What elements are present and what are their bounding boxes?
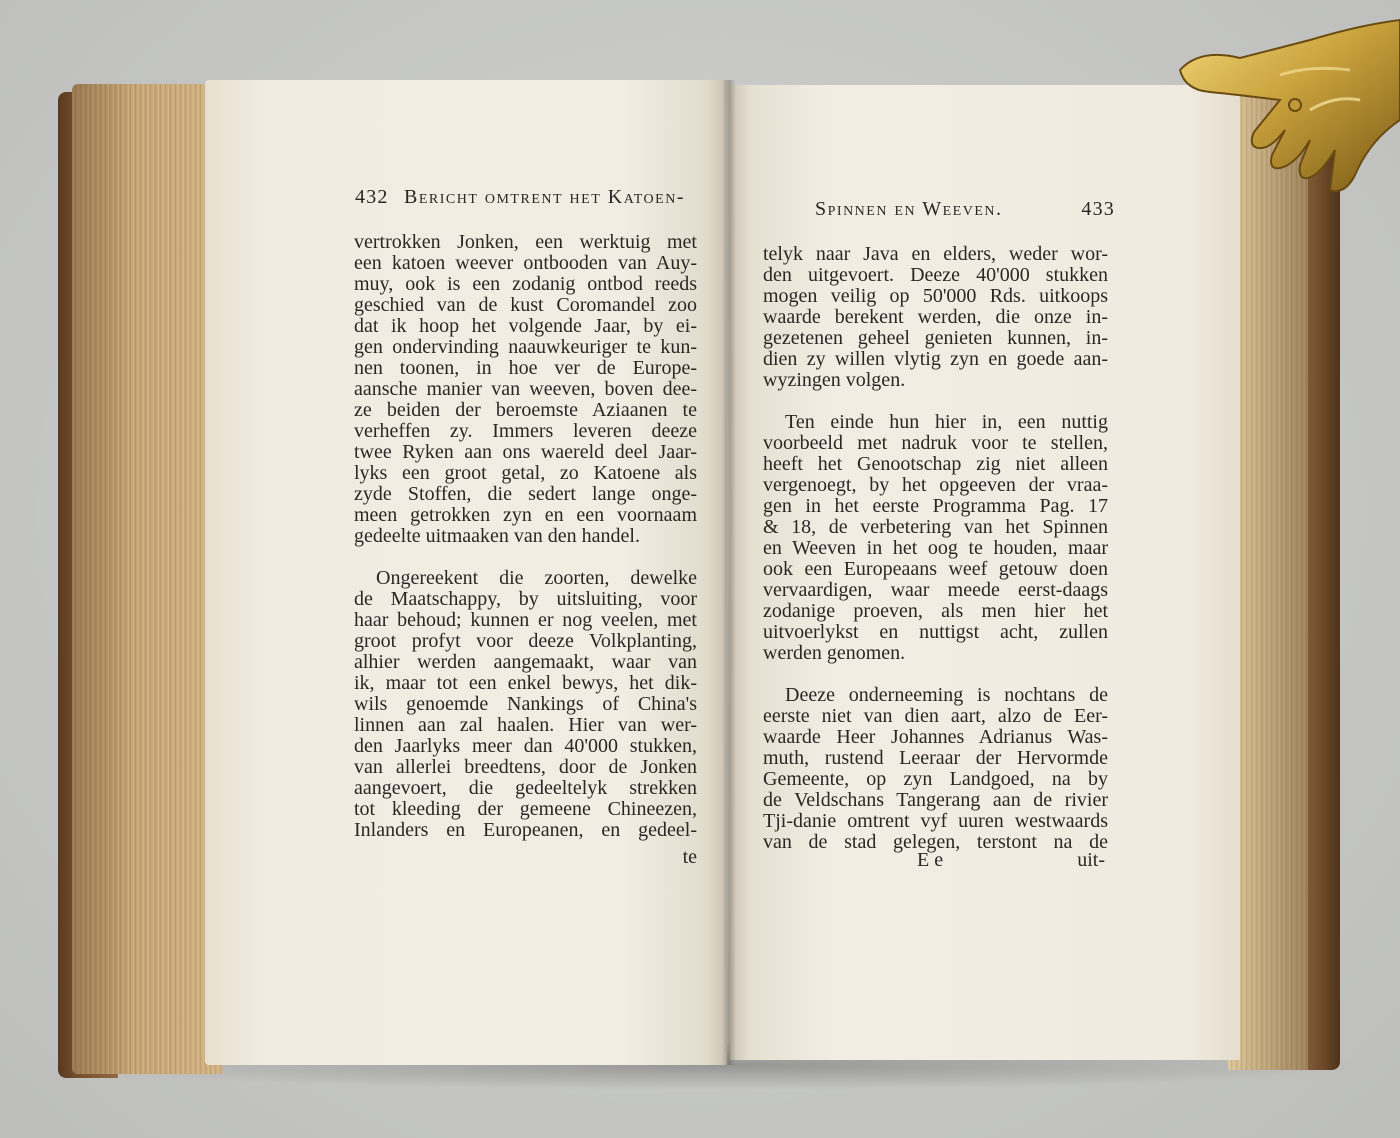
- signature-mark: E e: [917, 849, 944, 871]
- page-edges-left-shade: [72, 84, 222, 1074]
- text-line: lyks een groot getal, zo Katoene als: [354, 463, 697, 484]
- text-line: vergenoegt, by het opgeeven der vraa-: [763, 475, 1108, 496]
- text-line: werden genomen.: [763, 643, 906, 664]
- text-line: muth, rustend Leeraar der Hervormde: [763, 748, 1108, 769]
- text-line: gedeelte uitmaaken van den handel.: [354, 526, 640, 547]
- text-line: aansche manier van weeven, boven dee-: [354, 379, 697, 400]
- text-line: ook een Europeaans weef getouw doen: [763, 559, 1108, 580]
- text-line: den Jaarlyks meer dan 40'000 stukken,: [354, 736, 697, 757]
- text-line: een katoen weever ontbooden van Auy-: [354, 253, 697, 274]
- text-line: dat ik hoop het volgende Jaar, by ei-: [354, 316, 697, 337]
- text-line: Gemeente, op zyn Landgoed, na by: [763, 769, 1108, 790]
- right-page-header: [815, 198, 1115, 221]
- text-line: Ongereekent die zoorten, dewelke: [376, 568, 697, 589]
- text-line: twee Ryken aan ons waereld deel Jaar-: [354, 442, 697, 463]
- page-edges-right-shade: [1228, 90, 1308, 1070]
- text-line: verheffen zy. Immers leveren deeze: [354, 421, 697, 442]
- text-line: telyk naar Java en elders, weder wor-: [763, 244, 1108, 265]
- text-line: van de stad gelegen, terstont na de: [763, 832, 1108, 853]
- left-running-head: Bericht omtrent het Katoen-: [403, 186, 685, 208]
- right-catchword: uit-: [1077, 849, 1105, 871]
- text-line: den uitgevoert. Deeze 40'000 stukken: [763, 265, 1108, 286]
- text-line: ze beiden der beroemste Aziaanen te: [354, 400, 697, 421]
- text-line: zyde Stoffen, die sedert lange onge-: [354, 484, 697, 505]
- text-line: gen in het eerste Programma Pag. 17: [763, 496, 1108, 517]
- text-line: nen toonen, in hoe ver de Europe-: [354, 358, 697, 379]
- text-line: tot kleeding der gemeene Chineezen,: [354, 799, 697, 820]
- text-line: heeft het Genootschap zig niet alleen: [763, 454, 1108, 475]
- text-line: van allerlei breedtens, door de Jonken: [354, 757, 697, 778]
- brass-hand-clip-icon: [1160, 0, 1400, 200]
- right-page-text: [763, 244, 1108, 853]
- text-line: haar behoud; kunnen er nog veelen, met: [354, 610, 697, 631]
- text-line: eerste niet van dien aart, alzo de Eer-: [763, 706, 1108, 727]
- left-catchword: te: [682, 846, 697, 868]
- right-page-number: 433: [1081, 198, 1115, 220]
- text-line: waarde Heer Johannes Adrianus Was-: [763, 727, 1108, 748]
- right-running-head: Spinnen en Weeven.: [815, 198, 1003, 220]
- text-line: de Maatschappy, by uitsluiting, voor: [354, 589, 697, 610]
- text-line: de Veldschans Tangerang aan de rivier: [763, 790, 1108, 811]
- text-line: ik, maar tot een enkel bewys, het dik-: [354, 673, 697, 694]
- text-line: gezetenen geheel genieten kunnen, in-: [763, 328, 1108, 349]
- text-line: Tji-danie omtrent vyf uuren westwaards: [763, 811, 1108, 832]
- text-line: gen ondervinding naauwkeuriger te kun-: [354, 337, 697, 358]
- text-line: aangevoert, die gedeeltelyk strekken: [354, 778, 697, 799]
- text-line: voorbeeld met nadruk voor te stellen,: [763, 433, 1108, 454]
- text-line: meen getrokken zyn en een voornaam: [354, 505, 697, 526]
- text-line: vertrokken Jonken, een werktuig met: [354, 232, 697, 253]
- text-line: mogen veilig op 50'000 Rds. uitkoops: [763, 286, 1108, 307]
- text-line: groot profyt voor deeze Volkplanting,: [354, 631, 697, 652]
- left-page-text: [354, 232, 697, 841]
- text-line: uitvoerlykst en nuttigst acht, zullen: [763, 622, 1108, 643]
- book-gutter: [722, 80, 736, 1065]
- text-line: muy, ook is een zodanig ontbod reeds: [354, 274, 697, 295]
- text-line: Deeze onderneeming is nochtans de: [785, 685, 1108, 706]
- text-line: wils genoemde Nankings of China's: [354, 694, 697, 715]
- text-line: zodanige proeven, als men hier het: [763, 601, 1108, 622]
- left-page-header: [355, 186, 685, 209]
- text-line: waarde berekent werden, die onze in-: [763, 307, 1108, 328]
- text-line: linnen aan zal haalen. Hier van wer-: [354, 715, 697, 736]
- text-line: en Weeven in het oog te houden, maar: [763, 538, 1108, 559]
- text-line: & 18, de verbetering van het Spinnen: [763, 517, 1108, 538]
- text-line: wyzingen volgen.: [763, 370, 906, 391]
- left-page-number: 432: [355, 186, 389, 208]
- text-line: dien zy willen vlytig zyn en goede aan-: [763, 349, 1108, 370]
- text-line: Ten einde hun hier in, een nuttig: [785, 412, 1108, 433]
- text-line: vervaardigen, waar meede eerst-daags: [763, 580, 1108, 601]
- text-line: alhier werden aangemaakt, waar van: [354, 652, 697, 673]
- text-line: geschied van de kust Coromandel zoo: [354, 295, 697, 316]
- text-line: Inlanders en Europeanen, en gedeel-: [354, 820, 697, 841]
